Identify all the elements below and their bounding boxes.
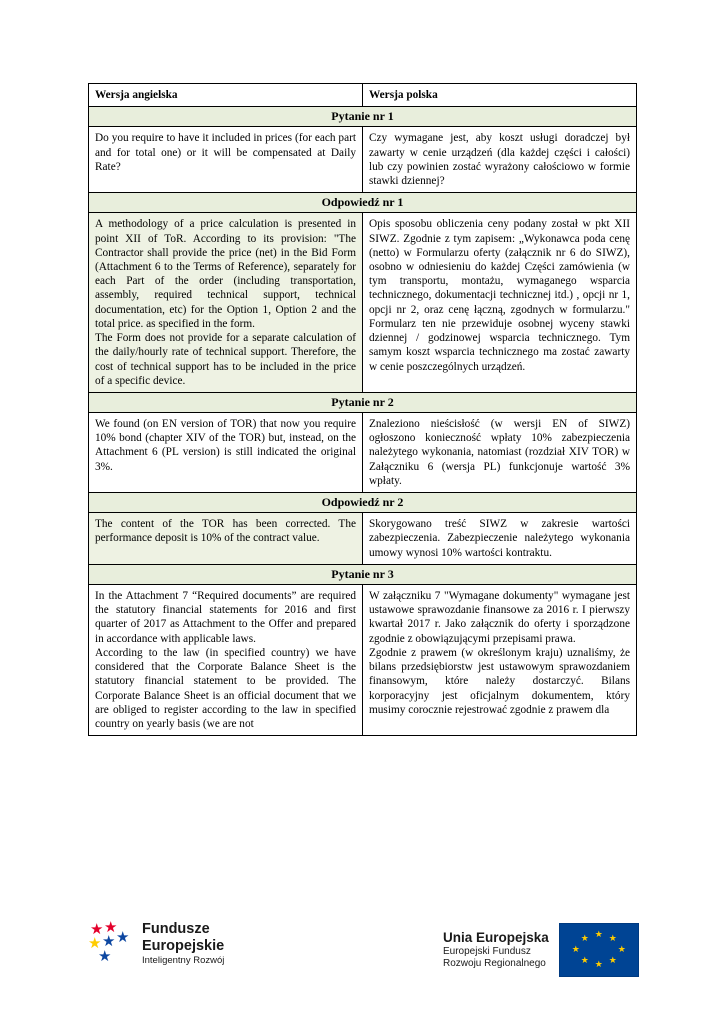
paragraph: The Form does not provide for a separate calculation of the daily/hourly rate of technical support. Therefore, the cost of technical support has to be included in the price of a specific device. xyxy=(95,332,356,387)
section-title: Pytanie nr 3 xyxy=(89,564,637,584)
paragraph: We found (on EN version of TOR) that now you require 10% bond (chapter XIV of the TOR) but, instead, on the Attachment 6 (PL version) is still indicated the original 3%. xyxy=(95,418,356,473)
paragraph: A methodology of a price calculation is presented in point XII of ToR. According to its provision: "The Contractor shall provide the price (net) in the Bid Form (Attachment 6 to the Terms of Reference), separately for each Part of the order (including transportation, assembly, required technical support, technical documentation, etc) for the Option 1, Option 2 and the total price. as specified in the form. xyxy=(95,218,356,330)
logo-line-2: Europejskie xyxy=(142,937,225,954)
cell-english xyxy=(89,413,363,493)
paragraph: The content of the TOR has been corrected. The performance deposit is 10% of the contract value. xyxy=(95,518,356,545)
section-title: Pytanie nr 1 xyxy=(89,107,637,127)
eu-flag-icon: ★ ★ ★ ★ ★ ★ ★ ★ xyxy=(559,923,639,977)
cell-polish xyxy=(363,213,637,393)
table-row xyxy=(89,127,637,193)
qa-table xyxy=(88,83,637,736)
cell-english xyxy=(89,513,363,565)
fundusze-europejskie-text xyxy=(142,921,224,966)
cell-polish xyxy=(363,127,637,193)
unia-europejska-text xyxy=(443,930,549,970)
paragraph: W załączniku 7 "Wymagane dokumenty" wymagane jest ustawowe sprawozdanie finansowe za 2016 r. I pierwszy kwartał 2017 r. Jako załącznik do oferty i sporządzone zgodnie z obowiązującymi przepisami prawa. xyxy=(369,590,630,645)
paragraph: In the Attachment 7 “Required documents” are required the statutory financial statements for 2016 and first quarter of 2017 as Attachment to the Offer and prepared in accordance with applicable laws. xyxy=(95,590,356,645)
paragraph: According to the law (in specified country) we have considered that the Corporate Balance Sheet is the statutory financial statement to be provided. The Corporate Balance Sheet is an official document that we are obliged to register according to the law in specified country on yearly basis (we are not xyxy=(95,646,356,730)
cell-english xyxy=(89,585,363,736)
section-title-row xyxy=(89,564,637,584)
column-header-polish: Wersja polska xyxy=(363,84,637,107)
section-title-row xyxy=(89,193,637,213)
paragraph: Opis sposobu obliczenia ceny podany został w pkt XII SIWZ. Zgodnie z tym zapisem: „Wykonawca poda cenę (netto) w Formularzu oferty (załącznik nr 6 do SIWZ), osobno w odniesieniu do każdej Części zamówienia (w tym transportu, montażu, wymaganego wsparcia technicznego, dokumentacji technicznej itd.) , opcji nr 1, opcji nr 2, oraz cenę łączną, zgodnych w formularzu." Formularz ten nie przewiduje osobnej wyceny stawki dziennej / godzinowej wsparcia technicznego. Tym samym koszt wsparcia technicznego ma zostać zawarty w cenie poszczególnych urządzeń. xyxy=(369,218,630,373)
logo-line-3: Rozwoju Regionalnego xyxy=(443,957,546,969)
column-header-english: Wersja angielska xyxy=(89,84,363,107)
page-footer xyxy=(0,915,724,995)
qa-table-body xyxy=(89,84,637,736)
paragraph: Skorygowano treść SIWZ w zakresie wartości zabezpieczenia. Zabezpieczenie należytego wykonania umowy wynosi 10% wartości kontraktu. xyxy=(369,518,630,559)
paragraph: Zgodnie z prawem (w określonym kraju) uznaliśmy, że bilans przedsiębiorstw jest ustawowym sprawozdaniem finansowym, które należy dostarczyć. Bilans korporacyjny jest oficjalnym dokumentem, który musimy corocznie rejestrować zgodnie z prawem dla xyxy=(369,646,630,716)
logo-line-3: Inteligentny Rozwój xyxy=(142,954,225,966)
unia-europejska-logo xyxy=(443,923,639,977)
cell-english xyxy=(89,213,363,393)
cell-polish xyxy=(363,413,637,493)
cell-polish xyxy=(363,513,637,565)
paragraph: Do you require to have it included in prices (for each part and for total one) or it will be compensated at Daily Rate? xyxy=(95,132,356,173)
table-header-row xyxy=(89,84,637,107)
table-row xyxy=(89,213,637,393)
section-title: Odpowiedź nr 1 xyxy=(89,193,637,213)
paragraph: Czy wymagane jest, aby koszt usługi doradczej był zawarty w cenie urządzeń (dla każdej części i całości) lub czy powinien zostać wyrażony całościowo w formie stawki dziennej? xyxy=(369,132,630,187)
logo-line-1: Fundusze xyxy=(142,921,210,938)
fundusze-europejskie-logo xyxy=(88,921,224,967)
section-title-row xyxy=(89,392,637,412)
table-row xyxy=(89,513,637,565)
table-row xyxy=(89,413,637,493)
section-title-row xyxy=(89,107,637,127)
section-title: Odpowiedź nr 2 xyxy=(89,493,637,513)
stars-icon: ★ ★ ★ ★ ★ ★ xyxy=(88,920,130,965)
cell-polish xyxy=(363,585,637,736)
table-row xyxy=(89,585,637,736)
paragraph: Znaleziono nieścisłość (w wersji EN of SIWZ) ogłoszono konieczność wpłaty 10% zabezpieczenia należytego wykonania, natomiast (rozdział XIV TOR) w Załączniku 6 (wersja PL) funkcjonuje wartość 3% wpłaty. xyxy=(369,418,630,487)
section-title: Pytanie nr 2 xyxy=(89,392,637,412)
cell-english xyxy=(89,127,363,193)
logo-line-2: Europejski Fundusz xyxy=(443,946,531,958)
logo-line-1: Unia Europejska xyxy=(443,930,549,946)
section-title-row xyxy=(89,493,637,513)
